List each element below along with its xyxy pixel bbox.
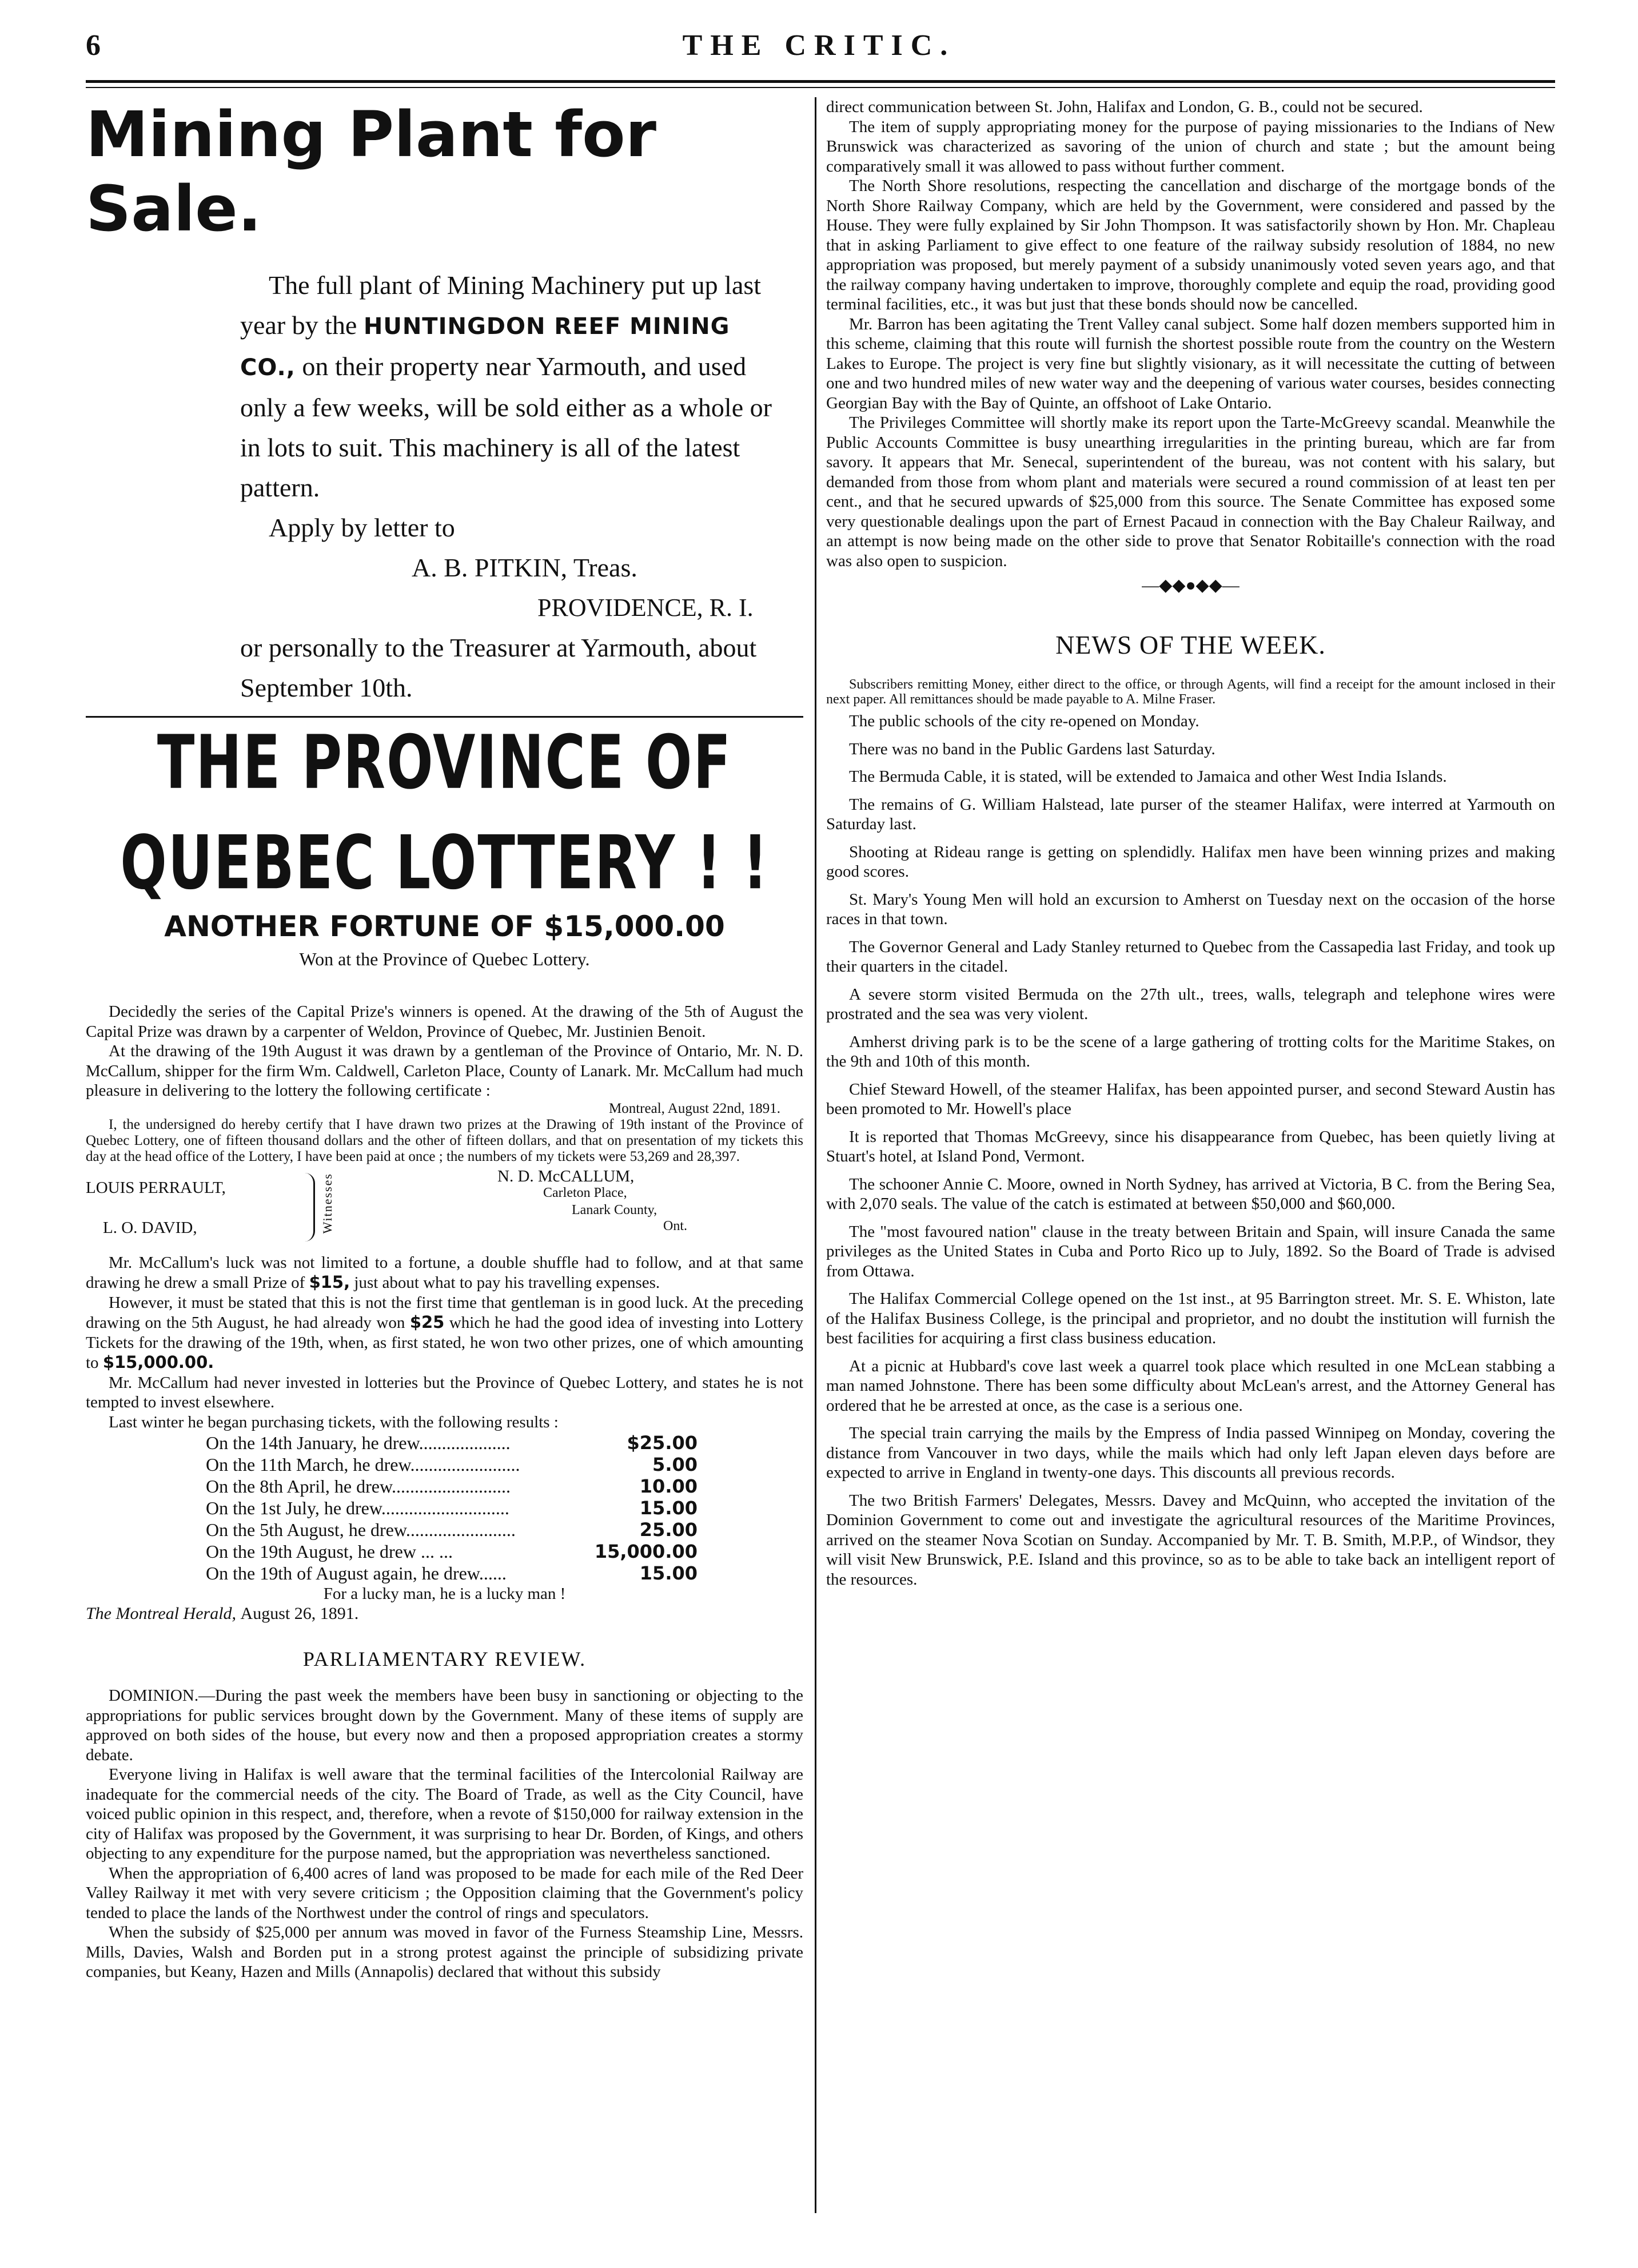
column-divider [815, 97, 816, 2213]
header-rule-bottom [86, 87, 1555, 88]
draw-label: On the 8th April, he drew.......................... [206, 1476, 511, 1497]
subscriber-note: Subscribers remitting Money, either direct to the office, or through Agents, will find a receipt for the amount inclosed in their next paper. All remittances should be made payable to A. Milne Fraser. [826, 677, 1555, 707]
witness-2: L. O. DAVID, [103, 1218, 197, 1237]
news-item: The two British Farmers' Delegates, Messrs. Davey and McQuinn, who accepted the invitation of the Dominion Government to come out and investigate the agricultural resources of the Maritime Provinces, arrived on the steamer Nova Scotian on Sunday. Accompanied by Mr. T. B. Smith, M.P.P., of Windsor, they will visit New Brunswick, P.E. Island and this province, so as to be able to take back an intelligent report of the resources. [826, 1491, 1555, 1589]
mining-ad-title: Mining Plant for Sale. [86, 98, 656, 245]
citation-date: August 26, 1891. [240, 1604, 359, 1623]
draw-label: On the 1st July, he drew............................ [206, 1498, 509, 1518]
lottery-para4-amount1: $25 [409, 1312, 445, 1332]
signer-place-3: Ont. [663, 1218, 687, 1234]
mining-ad-signer: A. B. PITKIN, Treas. [412, 553, 637, 582]
witness-1: LOUIS PERRAULT, [86, 1178, 226, 1197]
lottery-para1: Decidedly the series of the Capital Prize's winners is opened. At the drawing of the 5th of August the Capital Prize was drawn by a carpenter of Weldon, Province of Quebec, Mr. Justinien Benoit. [86, 1002, 803, 1041]
page-number: 6 [86, 29, 101, 62]
draw-amount: $25.00 [627, 1432, 698, 1454]
parliamentary-para1 [86, 1686, 803, 1765]
draw-row [206, 1454, 698, 1475]
lottery-para4 [86, 1293, 803, 1373]
parliamentary-cont-5: The Privileges Committee will shortly make its report upon the Tarte-McGreevy scandal. Meanwhile the Public Accounts Committee is busy unearthing irregularities in the printing bureau, which are far from savory. It appears that Mr. Senecal, superintendent of the bureau, was not content with his salary, but demanded from those from whom plant and materials were secured a round commission of at least ten per cent., and that he secured upwards of $25,000 from this source. The Senate Committee has exposed some very questionable dealings upon the part of Ernest Pacaud in connection with the Bay Chaleur Railway, and an attempt is now being made on the other side to prove that Senator Robitaille's connection with the road was also open to suspicion. [826, 413, 1555, 570]
draw-amount: 25.00 [639, 1519, 698, 1541]
news-item: There was no band in the Public Gardens last Saturday. [849, 739, 1215, 758]
draw-results [206, 1432, 698, 1584]
section-ornament: —◆◆●◆◆— [1142, 576, 1240, 595]
mining-ad-para1-end: on their property near Yarmouth, and used only a few weeks, will be sold either as a whole or in lots to suit. This machinery is all of the latest pattern. [240, 352, 772, 502]
draw-row [206, 1519, 698, 1541]
signer-place-2: Lanark County, [572, 1202, 657, 1217]
news-item: The Governor General and Lady Stanley returned to Quebec from the Cassapedia last Friday, and took up their quarters in the citadel. [826, 937, 1555, 976]
certificate-signer: N. D. McCALLUM, [497, 1167, 635, 1185]
news-item: The remains of G. William Halstead, late purser of the steamer Halifax, were interred at Yarmouth on Saturday last. [826, 795, 1555, 833]
lottery-para6: Last winter he began purchasing tickets, with the following results : [109, 1412, 559, 1431]
parliamentary-para2: Everyone living in Halifax is well aware that the terminal facilities of the Intercolonial Railway are inadequate for the commercial needs of the city. The Board of Trade, as well as the City Council, have voiced public opinion in this respect, and, therefore, when a revote of $150,000 for railway extension in the city of Halifax was proposed by the Government, it was surprising to hear Dr. Borden, of Kings, and others objecting to any expenditure for the purpose named, but the appropriation was nevertheless sanctioned. [86, 1765, 803, 1863]
mining-ad-location: PROVIDENCE, R. I. [537, 594, 754, 622]
lottery-para3 [86, 1253, 803, 1293]
parliamentary-review-continued [826, 97, 1555, 595]
lottery-title: THE PROVINCE OF QUEBEC LOTTERY ! ! [120, 719, 769, 906]
lottery-fortune: ANOTHER FORTUNE OF $15,000.00 [164, 910, 725, 943]
lottery-citation [86, 1603, 803, 1624]
draw-amount: 5.00 [652, 1454, 698, 1475]
draw-amount: 10.00 [639, 1475, 698, 1497]
parliamentary-cont-1: direct communication between St. John, Halifax and London, G. B., could not be secured. [826, 98, 1423, 116]
lottery-won: Won at the Province of Quebec Lottery. [299, 949, 590, 969]
parliamentary-cont-2: The item of supply appropriating money for the purpose of paying missionaries to the Indians of New Brunswick was characterized as savoring of the union of church and state ; but the amount being comparatively small it was allowed to pass without further comment. [826, 117, 1555, 176]
lottery-para2: At the drawing of the 19th August it was drawn by a gentleman of the Province of Ontario, Mr. N. D. McCallum, shipper for the firm Wm. Caldwell, Carleton Place, County of Lanark. Mr. McCallum had much pleasure in delivering to the lottery the following certificate : [86, 1042, 803, 1100]
draw-label: On the 19th of August again, he drew...... [206, 1563, 507, 1583]
news-item: The schooner Annie C. Moore, owned in North Sydney, has arrived at Victoria, B C. from the Bering Sea, with 2,070 seals. The value of the catch is estimated at between $50,000 and $60,000. [826, 1175, 1555, 1213]
signer-place-1: Carleton Place, [543, 1185, 627, 1200]
news-heading: NEWS OF THE WEEK. [1055, 630, 1326, 659]
right-column [826, 97, 1555, 2213]
draw-label: On the 11th March, he drew........................ [206, 1454, 520, 1475]
news-item: Chief Steward Howell, of the steamer Halifax, has been appointed purser, and second Steward Austin has been promoted to Mr. Howell's place [826, 1080, 1555, 1118]
parliamentary-review [86, 1647, 803, 1982]
header-rule-top [86, 80, 1555, 83]
news-of-the-week [826, 630, 1555, 1589]
lottery-para3-end: just about what to pay his travelling expenses. [354, 1274, 660, 1292]
draw-row [206, 1475, 698, 1497]
draw-label: On the 5th August, he drew........................ [206, 1519, 516, 1540]
mining-ad-para1-start: The full plant of Mining Machinery put up last year by the [240, 270, 762, 340]
parliamentary-cont-3: The North Shore resolutions, respecting the cancellation and discharge of the mortgage bonds of the North Shore Railway Company, which are held by the Government, were considered and passed by the House. They were fully explained by Sir John Thompson. It was satisfactorily shown by Hon. Mr. Chapleau that in asking Parliament to give effect to one feature of the railway subsidy resolution of 1884, no new appropriation was proposed, but merely payment of a subsidy unanimously voted seven years ago, and that the railway company having undertaken to improve, thoroughly complete and equip the road, providing good terminal facilities, etc., it was but just that these bonds should now be cancelled. [826, 177, 1555, 313]
news-item: Amherst driving park is to be the scene of a large gathering of trotting colts for the Maritime Stakes, on the 9th and 10th of this month. [826, 1032, 1555, 1071]
draw-row [206, 1432, 698, 1454]
news-item: At a picnic at Hubbard's cove last week a quarrel took place which resulted in one McLean stabbing a man named Johnstone. There has been some difficulty about McLean's arrest, and the Attorney General has ordered that he be arrested at once, as the case is a serious one. [826, 1356, 1555, 1415]
lottery-para3-amount: $15, [309, 1272, 350, 1292]
news-item: The public schools of the city re-opened on Monday. [849, 712, 1199, 730]
news-item: A severe storm visited Bermuda on the 27th ult., trees, walls, telegraph and telephone wires were prostrated and the sea was very violent. [826, 985, 1555, 1023]
mining-ad-para3: or personally to the Treasurer at Yarmouth, about September 10th. [240, 633, 757, 702]
draw-amount: 15.00 [639, 1497, 698, 1519]
mining-ad-company: HUNTINGDON REEF MINING CO., [240, 313, 730, 381]
lottery-para4-start: However, it must be stated that this is not the first time that gentleman is in good luck. At the preceding drawing on the 5th August, he had already won [86, 1293, 803, 1332]
draw-row [206, 1497, 698, 1519]
mining-advertisement [86, 97, 803, 718]
certificate-text: I, the undersigned do hereby certify that I have drawn two prizes at the Drawing of 19th instant of the Province of Quebec Lottery, one of fifteen thousand dollars and the other of fifteen dollars, and that on presentation of my tickets this day at the head office of the Lottery, I have been paid at once ; the numbers of my tickets were 53,269 and 28,397. [86, 1116, 803, 1164]
page-title: THE CRITIC. [682, 29, 956, 62]
draw-amount: 15,000.00 [594, 1541, 698, 1562]
witnesses-label: Witnesses [320, 1172, 334, 1234]
parliamentary-para4: When the subsidy of $25,000 per annum was moved in favor of the Furness Steamship Line, Messrs. Mills, Davies, Walsh and Borden put in a strong protest against the principle of subsidizing private companies, but Keany, Hazen and Mills (Annapolis) declared that without this subsidy [86, 1923, 803, 1981]
parliamentary-heading: PARLIAMENTARY REVIEW. [302, 1648, 587, 1670]
lottery-para5: Mr. McCallum had never invested in lotteries but the Province of Quebec Lottery, and states he is not tempted to invest elsewhere. [86, 1373, 803, 1411]
news-item: The Bermuda Cable, it is stated, will be extended to Jamaica and other West India Islands. [849, 767, 1447, 786]
lottery-para4-middle: which he had the good idea of investing into Lottery Tickets for the drawing of the 19th, when, as first stated, he won two other prizes, one of which amounting to [86, 1314, 803, 1372]
mining-ad-para2: Apply by letter to [269, 513, 455, 542]
news-item: Shooting at Rideau range is getting on splendidly. Halifax men have been winning prizes and making good scores. [826, 842, 1555, 881]
draw-amount: 15.00 [639, 1562, 698, 1584]
news-item: The "most favoured nation" clause in the treaty between Britain and Spain, will insure Canada the same privileges as the United States in Cuba and Porto Rico up to July, 1892. So the Board of Trade is advised from Ottawa. [826, 1222, 1555, 1280]
witness-brace [303, 1173, 315, 1242]
certificate-date: Montreal, August 22nd, 1891. [609, 1100, 780, 1116]
lottery-advertisement [86, 719, 803, 1624]
parliamentary-para3: When the appropriation of 6,400 acres of land was proposed to be made for each mile of the Red Deer Valley Railway it met with very severe criticism ; the Opposition claiming that the Government's policy tended to place the lands of the Northwest under the control of rings and speculators. [86, 1864, 803, 1922]
news-item: The special train carrying the mails by the Empress of India passed Winnipeg on Monday, covering the distance from Vancouver in two days, while the mails which had only left Japan eleven days before are expected to arrive in England in twenty-one days. This discounts all previous records. [826, 1424, 1555, 1482]
parliamentary-para1-text: —During the past week the members have been busy in sanctioning or objecting to the appropriations for public services brought down by the Government. Many of these items of supply are approved on both sides of the house, but every now and then a proposed appropriation creates a stormy debate. [86, 1686, 803, 1764]
left-column [86, 97, 803, 2213]
lottery-para3-start: Mr. McCallum's luck was not limited to a fortune, a double shuffle had to follow, and at that same drawing he drew a small Prize of [86, 1253, 803, 1292]
news-item: St. Mary's Young Men will hold an excursion to Amherst on Tuesday next on the occasion of the horse races in that town. [826, 890, 1555, 928]
draw-row [206, 1562, 698, 1584]
news-item: The Halifax Commercial College opened on the 1st inst., at 95 Barrington street. Mr. S. E. Whiston, late of the Halifax Business College, is the principal and proprietor, and no doubt the institution will furnish the best facilities for acquiring a first class business education. [826, 1290, 1555, 1347]
lottery-lucky: For a lucky man, he is a lucky man ! [323, 1585, 566, 1603]
parliamentary-lead: DOMINION. [109, 1686, 199, 1705]
news-item: It is reported that Thomas McGreevy, since his disappearance from Quebec, has been quietly living at Stuart's hotel, at Island Pond, Vermont. [826, 1127, 1555, 1165]
parliamentary-cont-4: Mr. Barron has been agitating the Trent Valley canal subject. Some half dozen members supported him in this scheme, claiming that this route will furnish the shortest possible route from the country on the Western Lakes to Europe. The project is very fine but slightly visionary, as it will necessitate the cutting of between one and two hundred miles of new water way and the deepening of various water courses, besides connecting Georgian Bay with the Bay of Quinte, an offshoot of Lake Ontario. [826, 315, 1555, 412]
draw-label: On the 14th January, he drew.................... [206, 1433, 511, 1453]
draw-label: On the 19th August, he drew ... ... [206, 1541, 453, 1562]
lottery-para4-amount2: $15,000.00. [102, 1352, 214, 1372]
citation-source: The Montreal Herald, [86, 1604, 237, 1623]
certificate-signatures [86, 1167, 803, 1253]
draw-row [206, 1541, 698, 1562]
mining-ad-para1 [240, 265, 786, 508]
